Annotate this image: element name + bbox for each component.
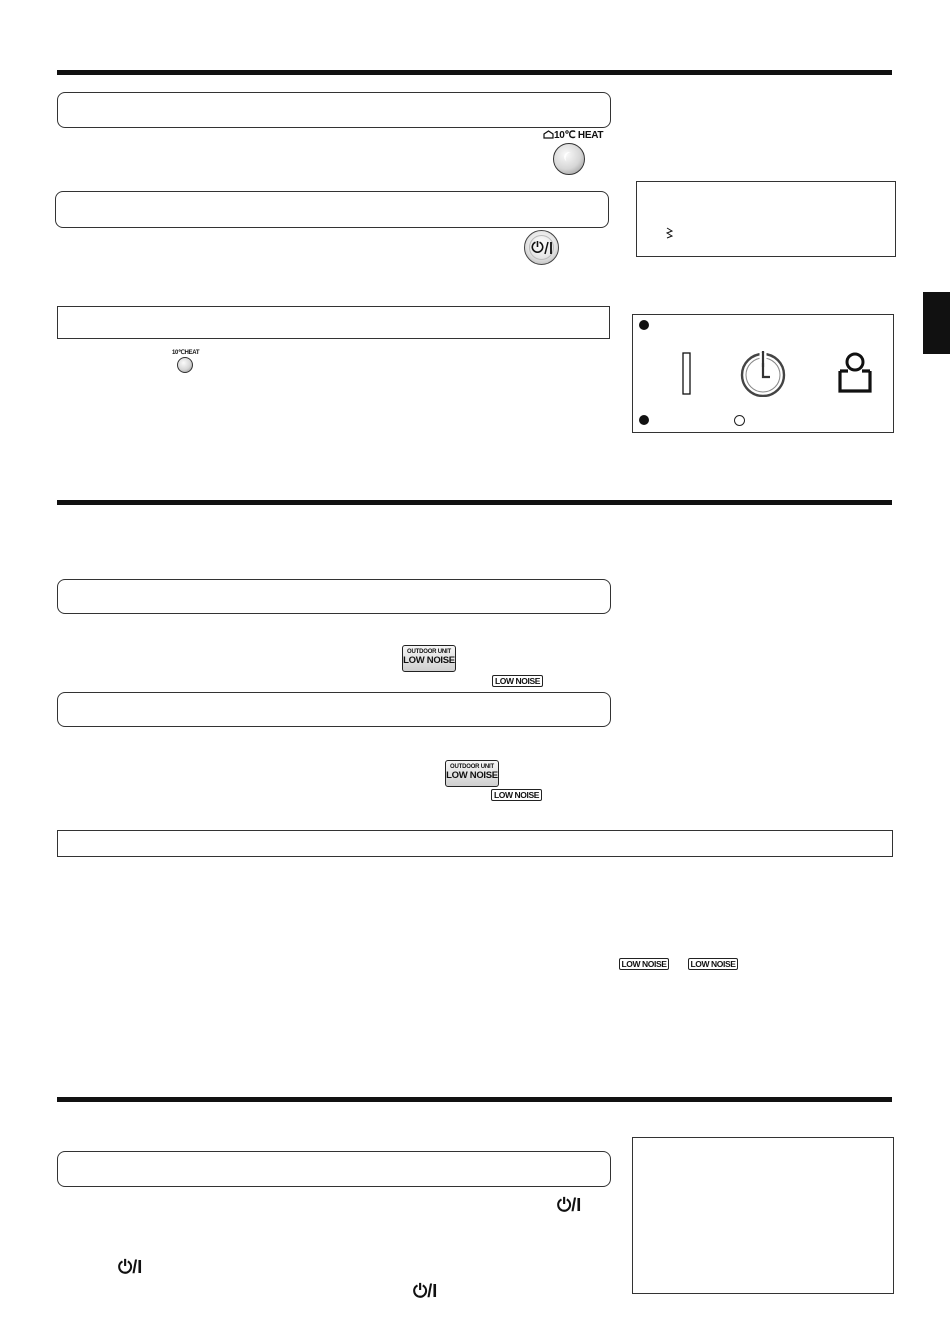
button-line2: LOW NOISE: [403, 655, 455, 666]
heading-box-heat: [57, 92, 611, 128]
heading-box-power: [55, 191, 609, 228]
small-heat-button-label: 10℃HEAT: [172, 350, 200, 356]
heading-box-restart: [57, 1151, 611, 1187]
heat-button-label: 10℃ HEAT: [543, 130, 603, 141]
button-line1: OUTDOOR UNIT: [450, 764, 494, 770]
operation-lamp-bar-icon: [681, 351, 693, 397]
outdoor-low-noise-button[interactable]: [402, 645, 456, 672]
low-noise-display-badge: LOW NOISE: [491, 789, 542, 801]
low-noise-display-badge: LOW NOISE: [688, 958, 738, 970]
note-box-restart: [632, 1137, 894, 1294]
heat-10c-button[interactable]: [553, 143, 585, 175]
button-line2: LOW NOISE: [446, 770, 498, 781]
indicator-lamp-panel: [632, 314, 894, 433]
power-on-off-button[interactable]: [524, 230, 559, 265]
bullet-dot: [639, 320, 649, 330]
power-symbol: ⏻/I: [557, 1195, 582, 1215]
power-icon: [530, 240, 554, 256]
lamp-off-indicator: [734, 415, 745, 426]
heading-box-low-noise-on: [57, 579, 611, 614]
bullet-dot: [639, 415, 649, 425]
note-box-airflow: [636, 181, 896, 257]
fan-airflow-icon: [665, 226, 675, 240]
power-symbol: ⏻/I: [413, 1281, 438, 1301]
small-heat-button[interactable]: [177, 357, 193, 373]
heading-box-indicator: [57, 306, 610, 339]
section-divider-3: [57, 1097, 892, 1102]
page-edge-tab: [923, 292, 950, 354]
section-divider-1: [57, 70, 892, 75]
power-symbol: ⏻/I: [118, 1257, 143, 1277]
heading-box-low-noise-note: [57, 830, 893, 857]
heading-box-low-noise-off: [57, 692, 611, 727]
section-divider-2: [57, 500, 892, 505]
heat-mode-house-icon: [837, 351, 873, 395]
low-noise-display-badge: LOW NOISE: [619, 958, 669, 970]
house-heat-icon: [543, 130, 554, 139]
button-line1: OUTDOOR UNIT: [407, 649, 451, 655]
low-noise-display-badge: LOW NOISE: [492, 675, 543, 687]
timer-icon: [737, 349, 789, 397]
outdoor-low-noise-button[interactable]: [445, 760, 499, 787]
